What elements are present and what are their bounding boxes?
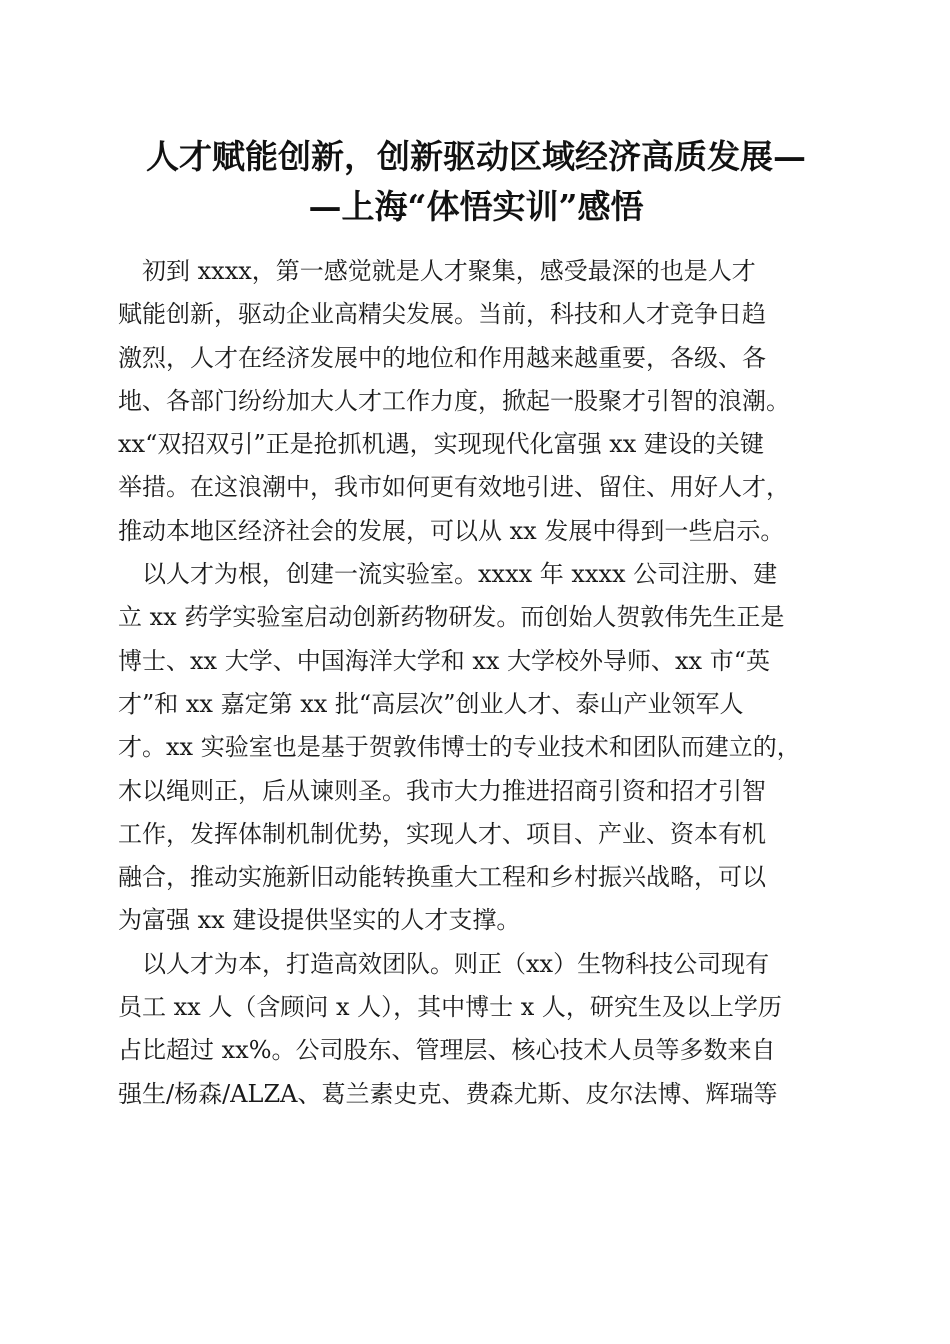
paragraph-1 [118,250,838,553]
title-line-1: 人才赋能创新，创新驱动区域经济高质发展— [146,137,806,176]
paragraph-line: 赋能创新，驱动企业高精尖发展。当前，科技和人才竞争日趋 [118,300,766,329]
paragraph-line: 以人才为本，打造高效团队。则正（xx）生物科技公司现有 [118,949,770,978]
paragraph-line: 立 xx 药学实验室启动创新药物研发。而创始人贺敦伟先生正是 [118,603,785,632]
paragraph-line: 举措。在这浪潮中，我市如何更有效地引进、留住、用好人才， [118,473,790,502]
paragraph-line: 才。xx 实验室也是基于贺敦伟博士的专业技术和团队而建立的， [118,733,801,762]
paragraph-line: 博士、xx 大学、中国海洋大学和 xx 大学校外导师、xx 市“英 [118,646,770,675]
document-body [118,250,838,1116]
paragraph-line: xx“双招双引”正是抢抓机遇，实现现代化富强 xx 建设的关键 [118,430,764,459]
paragraph-line: 木以绳则正，后从谏则圣。我市大力推进招商引资和招才引智 [118,776,766,805]
paragraph-line: 初到 xxxx，第一感觉就是人才聚集，感受最深的也是人才 [118,257,756,285]
paragraph-line: 员工 xx 人（含顾问 x 人），其中博士 x 人，研究生及以上学历 [118,993,782,1022]
paragraph-line: 以人才为根，创建一流实验室。xxxx 年 xxxx 公司注册、建 [118,560,778,589]
paragraph-line: 激烈，人才在经济发展中的地位和作用越来越重要，各级、各 [118,343,766,372]
paragraph-3 [118,943,838,1116]
paragraph-line: 为富强 xx 建设提供坚实的人才支撑。 [118,906,521,935]
paragraph-line: 推动本地区经济社会的发展，可以从 xx 发展中得到一些启示。 [118,516,785,545]
paragraph-line: 工作，发挥体制机制优势，实现人才、项目、产业、资本有机 [118,819,766,848]
paragraph-line: 地、各部门纷纷加大人才工作力度，掀起一股聚才引智的浪潮。 [118,386,790,415]
title-line-2: —上海“体悟实训”感悟 [308,187,644,226]
paragraph-2 [118,553,838,943]
paragraph-line: 占比超过 xx%。公司股东、管理层、核心技术人员等多数来自 [118,1036,776,1065]
document-title [116,132,836,232]
paragraph-line: 强生/杨森/ALZA、葛兰素史克、费森尤斯、皮尔法博、辉瑞等 [118,1079,778,1108]
paragraph-line: 才”和 xx 嘉定第 xx 批“高层次”创业人才、泰山产业领军人 [118,689,744,718]
paragraph-line: 融合，推动实施新旧动能转换重大工程和乡村振兴战略，可以 [118,863,766,892]
